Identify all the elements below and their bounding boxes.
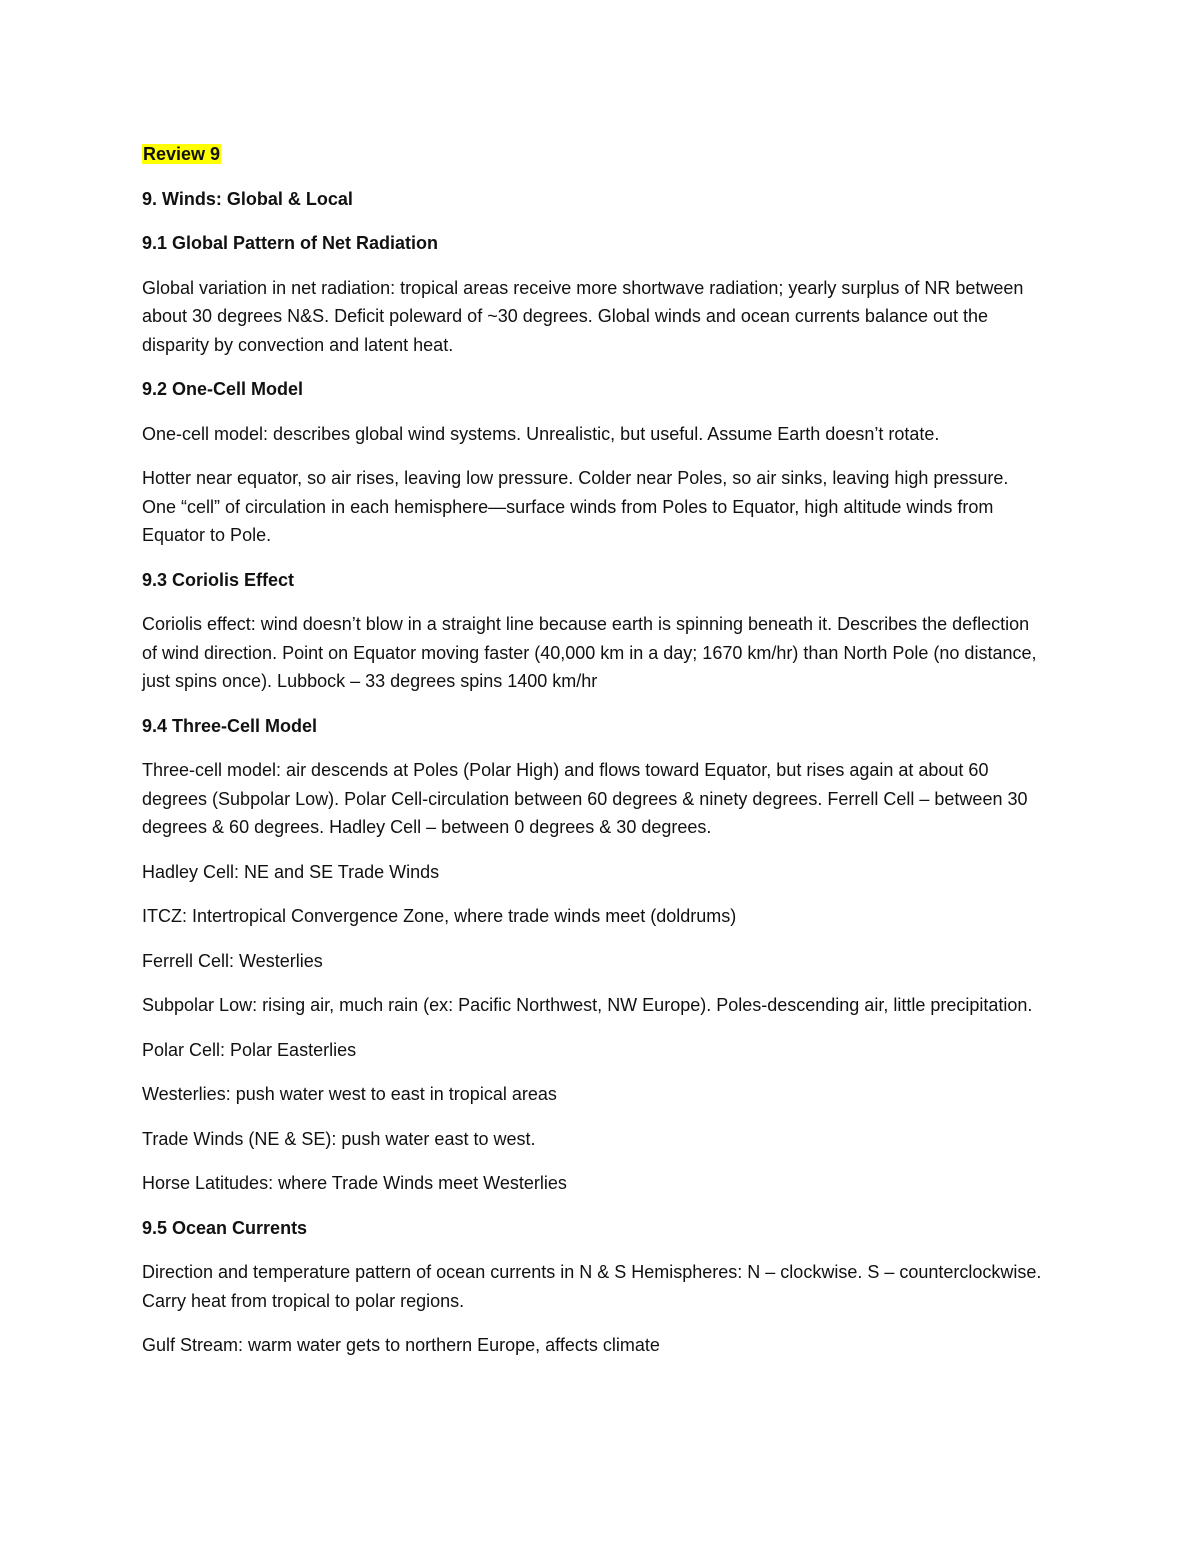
paragraph: Hotter near equator, so air rises, leaving low pressure. Colder near Poles, so air sinks, leaving high pressure. One “cell” of circulation in each hemisphere—surface winds from Poles to Equator, high altitude winds from Equator to Pole. xyxy=(142,468,1009,545)
paragraph: Hadley Cell: NE and SE Trade Winds xyxy=(142,861,440,882)
chapter-heading: 9. Winds: Global & Local xyxy=(142,188,353,209)
paragraph: Gulf Stream: warm water gets to northern Europe, affects climate xyxy=(142,1335,660,1355)
paragraph: Ferrell Cell: Westerlies xyxy=(142,950,323,971)
section-heading-9-5: 9.5 Ocean Currents xyxy=(142,1217,308,1238)
paragraph: One-cell model: describes global wind systems. Unrealistic, but useful. Assume Earth doesn’t rotate. xyxy=(142,423,940,444)
paragraph: Coriolis effect: wind doesn’t blow in a straight line because earth is spinning beneath it. Describes the deflection of wind direction. Point on Equator moving faster (40,000 km in a day; 1670 km/hr) than North Pole (no distance, just spins once). Lubbock – 33 degrees spins 1400 km/hr xyxy=(142,614,1037,691)
document-title xyxy=(142,140,1042,169)
paragraph: ITCZ: Intertropical Convergence Zone, where trade winds meet (doldrums) xyxy=(142,906,737,926)
paragraph: Subpolar Low: rising air, much rain (ex: Pacific Northwest, NW Europe). Poles-descending air, little precipitation. xyxy=(142,995,1033,1015)
highlighted-title-text: Review 9 xyxy=(143,144,221,164)
section-heading-9-3: 9.3 Coriolis Effect xyxy=(142,569,295,590)
paragraph: Trade Winds (NE & SE): push water east to west. xyxy=(142,1128,536,1149)
paragraph: Westerlies: push water west to east in tropical areas xyxy=(142,1084,557,1104)
section-heading-9-4: 9.4 Three-Cell Model xyxy=(142,715,318,736)
paragraph: Direction and temperature pattern of ocean currents in N & S Hemispheres: N – clockwise. S – counterclockwise. Carry heat from tropical to polar regions. xyxy=(142,1262,1042,1311)
paragraph: Global variation in net radiation: tropical areas receive more shortwave radiation; yearly surplus of NR between about 30 degrees N&S. Deficit poleward of ~30 degrees. Global winds and ocean currents balance out the disparity by convection and latent heat. xyxy=(142,277,1024,355)
paragraph: Horse Latitudes: where Trade Winds meet Westerlies xyxy=(142,1173,567,1193)
section-heading-9-2: 9.2 One-Cell Model xyxy=(142,379,304,399)
paragraph: Polar Cell: Polar Easterlies xyxy=(142,1039,357,1060)
section-heading-9-1: 9.1 Global Pattern of Net Radiation xyxy=(142,233,439,253)
paragraph: Three-cell model: air descends at Poles (Polar High) and flows toward Equator, but rises again at about 60 degrees (Subpolar Low). Polar Cell-circulation between 60 degrees & ninety degrees. Ferrell Cell – between 30 degrees & 60 degrees. Hadley Cell – between 0 degrees & 30 degrees. xyxy=(142,760,1028,837)
document-page xyxy=(142,140,1042,1376)
